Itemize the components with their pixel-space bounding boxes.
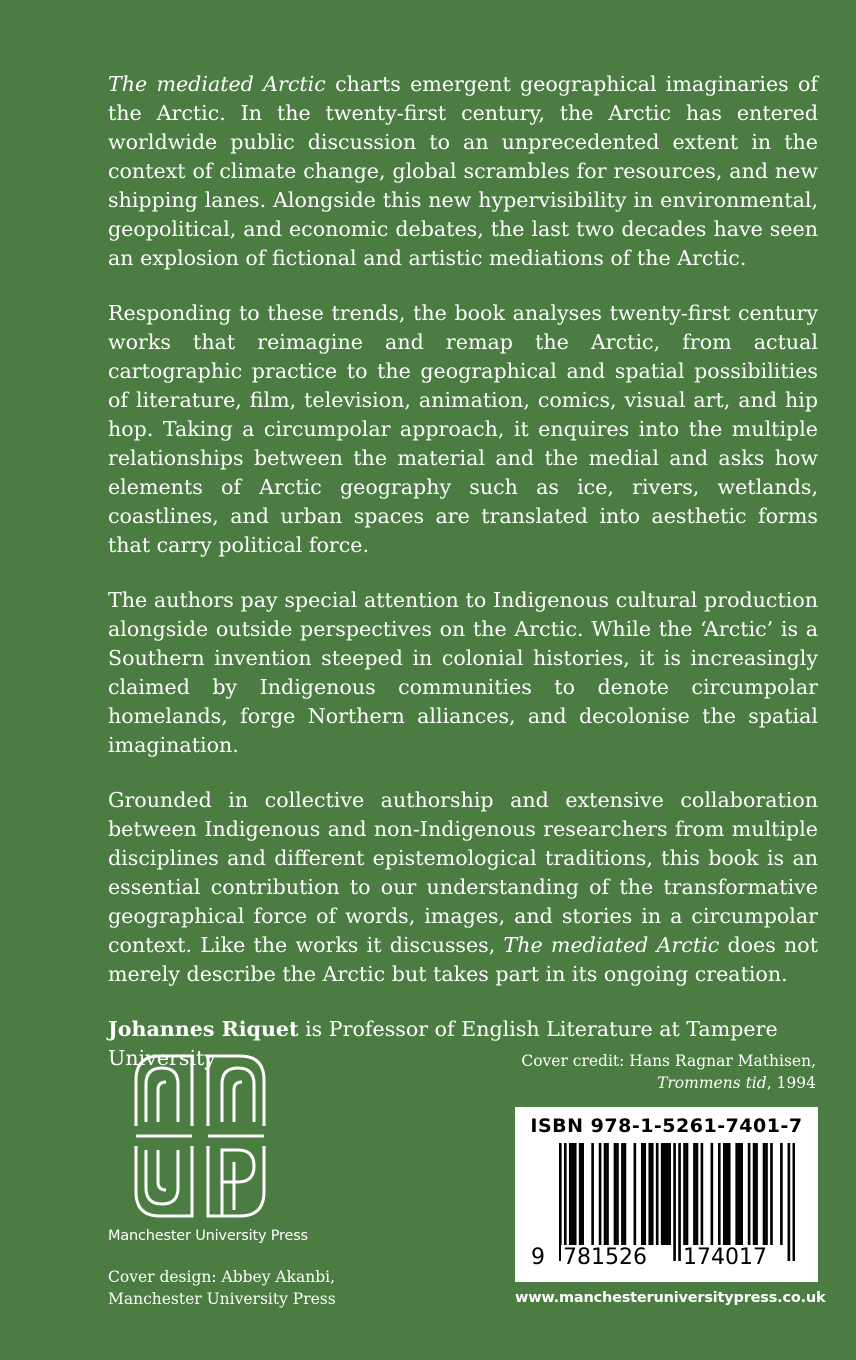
barcode-bar: [574, 1143, 577, 1245]
barcode-bar: [755, 1143, 758, 1245]
blurb-text: does not merely describe the Arctic but takes part in its ongoing creation.: [108, 933, 818, 986]
barcode-bar: [616, 1143, 619, 1245]
barcode-bar: [780, 1143, 783, 1245]
barcode-bar: [656, 1143, 659, 1245]
back-cover-blurb: [108, 70, 818, 1099]
barcode-bar: [753, 1143, 756, 1245]
mup-logo-icon: [130, 1050, 270, 1222]
barcode-bar: [668, 1143, 671, 1245]
barcode-bar: [718, 1143, 721, 1245]
barcode-bar: [564, 1143, 567, 1261]
barcode-bar: [683, 1143, 686, 1245]
barcode-bar: [788, 1143, 791, 1261]
barcode-bar: [701, 1143, 704, 1245]
barcode-bar: [735, 1143, 738, 1245]
barcode-bar: [748, 1143, 751, 1245]
artwork-title: Trommens tid: [657, 1074, 767, 1092]
author-name: Johannes Riquet: [108, 1017, 299, 1041]
barcode-right-digits: 174017: [683, 1245, 767, 1270]
barcode-bar: [579, 1143, 582, 1245]
barcode-bar: [723, 1143, 726, 1245]
publisher-name: Manchester University Press: [108, 1228, 308, 1244]
barcode-bar: [725, 1143, 728, 1245]
barcode-first-digit: 9: [531, 1245, 545, 1270]
barcode-bar: [765, 1143, 768, 1245]
isbn-label: ISBN 978-1-5261-7401-7: [530, 1115, 803, 1137]
artwork-year: , 1994: [766, 1074, 816, 1092]
barcode-bar: [569, 1143, 572, 1245]
cover-design-credit: [108, 1266, 368, 1310]
publisher-website[interactable]: www.manchesteruniversitypress.co.uk: [515, 1290, 826, 1306]
blurb-paragraph-3: The authors pay special attention to Indigenous cultural production alongside outside perspectives on the Arctic. While the ‘Arctic’ is a Southern invention steeped in colonial histories, it is increasingly claimed by Indigenous communities to denote circumpolar homelands, forge Northern alliances, and decolonise the spatial imagination.: [108, 588, 818, 757]
barcode-bar: [581, 1143, 584, 1245]
cover-credit-line: Cover credit: Hans Ragnar Mathisen,: [521, 1052, 816, 1070]
barcode-bar: [678, 1143, 681, 1261]
cover-credit: [496, 1050, 816, 1094]
barcode-bar: [666, 1143, 669, 1245]
isbn-barcode: [515, 1107, 818, 1282]
cover-design-line: Cover design: Abbey Akanbi,: [108, 1268, 336, 1286]
barcode-digits: [515, 1245, 818, 1275]
blurb-paragraph-4: [108, 786, 818, 989]
barcode-bar: [673, 1143, 676, 1261]
barcode-bar: [728, 1143, 731, 1245]
barcode-bar: [641, 1143, 644, 1245]
blurb-paragraph-1: [108, 70, 818, 273]
barcode-bar: [770, 1143, 773, 1245]
barcode-bar: [686, 1143, 689, 1245]
barcode-bar: [604, 1143, 607, 1245]
barcode-bar: [643, 1143, 646, 1245]
blurb-text: charts emergent geographical imaginaries of the Arctic. In the twenty-first century, the Arctic has entered worldwide public discussion to an unprecedented extent in the context of climate change, global scrambles for resources, and new shipping lanes. Alongside this new hypervisibility in environmental, geopolitical, and economic debates, the last two decades have seen an explosion of fictional and artistic mediations of the Arctic.: [108, 72, 818, 270]
barcode-bar: [661, 1143, 664, 1245]
barcode-bar: [696, 1143, 699, 1245]
book-title: The mediated Arctic: [503, 933, 720, 957]
barcode-bar: [606, 1143, 609, 1245]
barcode-bar: [648, 1143, 651, 1245]
barcode-bar: [571, 1143, 574, 1245]
cover-design-line: Manchester University Press: [108, 1290, 336, 1308]
author-bio-text: is Professor of English Literature at Tampere University: [108, 1017, 778, 1070]
barcode-bar: [559, 1143, 562, 1261]
barcode-left-digits: 781526: [563, 1245, 647, 1270]
barcode-bar: [763, 1143, 766, 1245]
barcode-bar: [614, 1143, 617, 1245]
barcode-bar: [624, 1143, 627, 1245]
barcode-bar: [711, 1143, 714, 1245]
blurb-paragraph-2: Responding to these trends, the book analyses twenty-first century works that reimagine and remap the Arctic, from actual cartographic practice to the geographical and spatial possibilities of literature, film, television, animation, comics, visual art, and hip hop. Taking a circumpolar approach, it enquires into the multiple relationships between the material and the medial and asks how elements of Arctic geography such as ice, rivers, wetlands, coastlines, and urban spaces are translated into aesthetic forms that carry political force.: [108, 301, 818, 557]
barcode-bar: [693, 1143, 696, 1245]
barcode-bar: [740, 1143, 743, 1245]
barcode-bar: [599, 1143, 602, 1245]
barcode-bar: [663, 1143, 666, 1245]
barcode-bar: [793, 1143, 795, 1261]
cover-credit-line: [496, 1072, 816, 1094]
barcode-bar: [591, 1143, 594, 1245]
barcode-bar: [621, 1143, 624, 1245]
book-title: The mediated Arctic: [108, 72, 326, 96]
barcode-bar: [634, 1143, 637, 1245]
blurb-text: Grounded in collective authorship and extensive collaboration between Indigenous and non-Indigenous researchers from multiple disciplines and different epistemological traditions, this book is an essential contribution to our understanding of the transformative geographical force of words, images, and stories in a circumpolar context. Like the works it discusses,: [108, 788, 818, 957]
barcode-bar: [738, 1143, 741, 1245]
barcode-bar: [651, 1143, 654, 1245]
